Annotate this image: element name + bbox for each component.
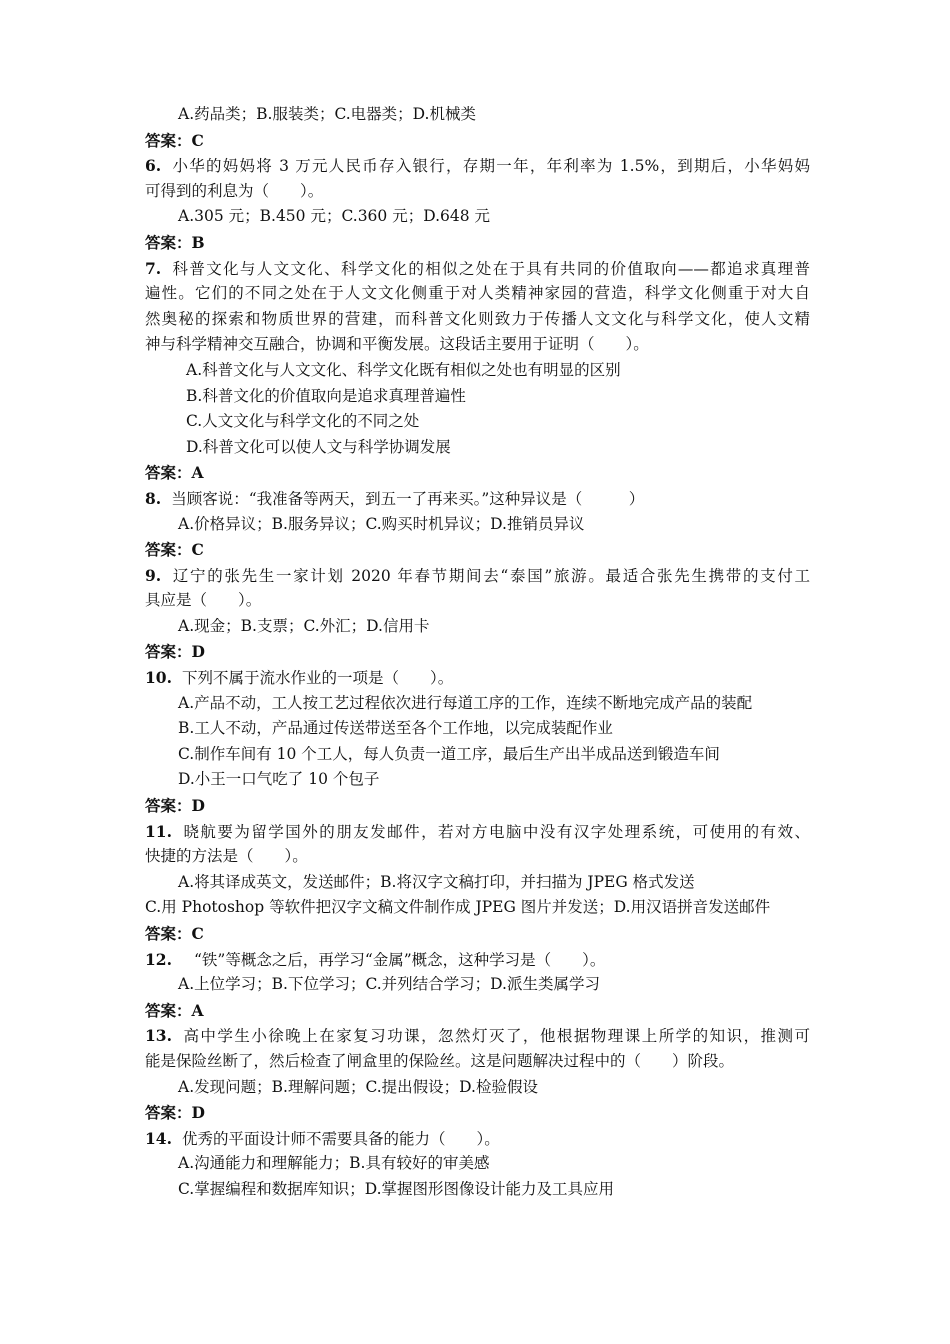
- q10-option-b: B.工人不动，产品通过传送带送至各个工作地，以完成装配作业: [178, 719, 613, 738]
- q10-option-d: D.小王一口气吃了 10 个包子: [178, 770, 380, 789]
- q6-options: A.305 元；B.450 元；C.360 元；D.648 元: [178, 207, 491, 226]
- q7-stem-line1: [145, 256, 810, 282]
- q8-stem-text1: 当顾客说：“我准备等两天，到五一了再来买。”这种异议是（ ）: [171, 489, 645, 508]
- q13-options: A.发现问题；B.理解问题；C.提出假设；D.检验假设: [178, 1077, 538, 1096]
- q11-options-line2: C.用 Photoshop 等软件把汉字文稿文件制作成 JPEG 图片并发送；D.用汉语拼音发送邮件: [145, 898, 771, 917]
- q13-stem-text1: 高中学生小徐晚上在家复习功课，忽然灯灭了，他根据物理课上所学的知识，推测可: [181, 1027, 810, 1046]
- q7-number: 7.: [145, 258, 162, 278]
- q6-stem-text1: 小华的妈妈将 3 万元人民币存入银行，存期一年，年利率为 1.5%，到期后，小华妈妈: [171, 157, 810, 176]
- q7-option-a: A.科普文化与人文文化、科学文化既有相似之处也有明显的区别: [186, 360, 621, 379]
- q5-answer: 答案：C: [145, 130, 204, 150]
- q12-stem-line1: [145, 947, 810, 973]
- q14-options-line2: C.掌握编程和数据库知识；D.掌握图形图像设计能力及工具应用: [178, 1179, 615, 1198]
- q12-answer: 答案：A: [145, 1000, 204, 1020]
- q8-stem-line1: [145, 486, 810, 512]
- q7-option-d: D.科普文化可以使人文与科学协调发展: [186, 437, 451, 456]
- q9-stem-text1: 辽宁的张先生一家计划 2020 年春节期间去“泰国”旅游。最适合张先生携带的支付工: [171, 566, 810, 585]
- q6-stem-line2: 可得到的利息为（ ）。: [145, 181, 324, 200]
- q7-answer: 答案：A: [145, 463, 204, 483]
- q7-stem-text1: 科普文化与人文文化、科学文化的相似之处在于具有共同的价值取向——都追求真理普: [171, 259, 810, 278]
- q11-stem-line2: 快捷的方法是（ ）。: [145, 847, 308, 866]
- q7-option-c: C.人文文化与科学文化的不同之处: [186, 412, 420, 431]
- q9-stem-line2: 具应是（ ）。: [145, 591, 262, 610]
- q10-answer: 答案：D: [145, 796, 205, 816]
- q11-stem-text1: 晓航要为留学国外的朋友发邮件，若对方电脑中没有汉字处理系统，可使用的有效、: [181, 822, 810, 841]
- q12-stem-text1: “铁”等概念之后，再学习“金属”概念，这种学习是（ ）。: [193, 950, 606, 969]
- q8-number: 8.: [145, 488, 162, 508]
- q8-options: A.价格异议；B.服务异议；C.购买时机异议；D.推销员异议: [178, 514, 585, 533]
- q14-options-line1: A.沟通能力和理解能力；B.具有较好的审美感: [178, 1154, 490, 1173]
- q7-stem-line2: 遍性。它们的不同之处在于人文文化侧重于对人类精神家园的营造，科学文化侧重于对大自: [145, 284, 810, 303]
- q10-option-c: C.制作车间有 10 个工人，每人负责一道工序，最后生产出半成品送到锻造车间: [178, 744, 720, 763]
- q6-stem-line1: [145, 153, 810, 179]
- q13-stem-line2: 能是保险丝断了，然后检查了闸盒里的保险丝。这是问题解决过程中的（ ）阶段。: [145, 1051, 735, 1070]
- q14-number: 14.: [145, 1128, 172, 1148]
- q7-stem-line4: 神与科学精神交互融合，协调和平衡发展。这段话主要用于证明（ ）。: [145, 335, 649, 354]
- q13-number: 13.: [145, 1026, 172, 1046]
- q6-number: 6.: [145, 156, 162, 176]
- q9-answer: 答案：D: [145, 642, 205, 662]
- q12-options: A.上位学习；B.下位学习；C.并列结合学习；D.派生类属学习: [178, 975, 600, 994]
- exam-document: [145, 102, 810, 1203]
- q10-stem-line1: [145, 665, 810, 691]
- q11-options-line1: A.将其译成英文，发送邮件；B.将汉字文稿打印，并扫描为 JPEG 格式发送: [178, 872, 695, 891]
- q8-answer: 答案：C: [145, 540, 204, 560]
- q11-stem-line1: [145, 819, 810, 845]
- q6-answer: 答案：B: [145, 232, 205, 252]
- q5-options: A.药品类；B.服装类；C.电器类；D.机械类: [178, 105, 476, 123]
- q12-number: 12.: [145, 949, 172, 969]
- q9-options: A.现金；B.支票；C.外汇；D.信用卡: [178, 616, 430, 635]
- q14-stem-line1: [145, 1126, 810, 1152]
- q7-stem-line3: 然奥秘的探索和物质世界的营建，而科普文化则致力于传播人文文化与科学文化，使人文精: [145, 309, 810, 328]
- q10-stem-text1: 下列不属于流水作业的一项是（ ）。: [181, 669, 454, 688]
- q9-stem-line1: [145, 563, 810, 589]
- q7-option-b: B.科普文化的价值取向是追求真理普遍性: [186, 386, 466, 405]
- q10-option-a: A.产品不动，工人按工艺过程依次进行每道工序的工作，连续不断地完成产品的装配: [178, 693, 753, 712]
- q9-number: 9.: [145, 565, 162, 585]
- q13-stem-line1: [145, 1023, 810, 1049]
- q10-number: 10.: [145, 668, 172, 688]
- q11-answer: 答案：C: [145, 924, 204, 943]
- q13-answer: 答案：D: [145, 1103, 205, 1123]
- q11-number: 11.: [145, 821, 172, 841]
- q14-stem-text1: 优秀的平面设计师不需要具备的能力（ ）。: [181, 1129, 500, 1148]
